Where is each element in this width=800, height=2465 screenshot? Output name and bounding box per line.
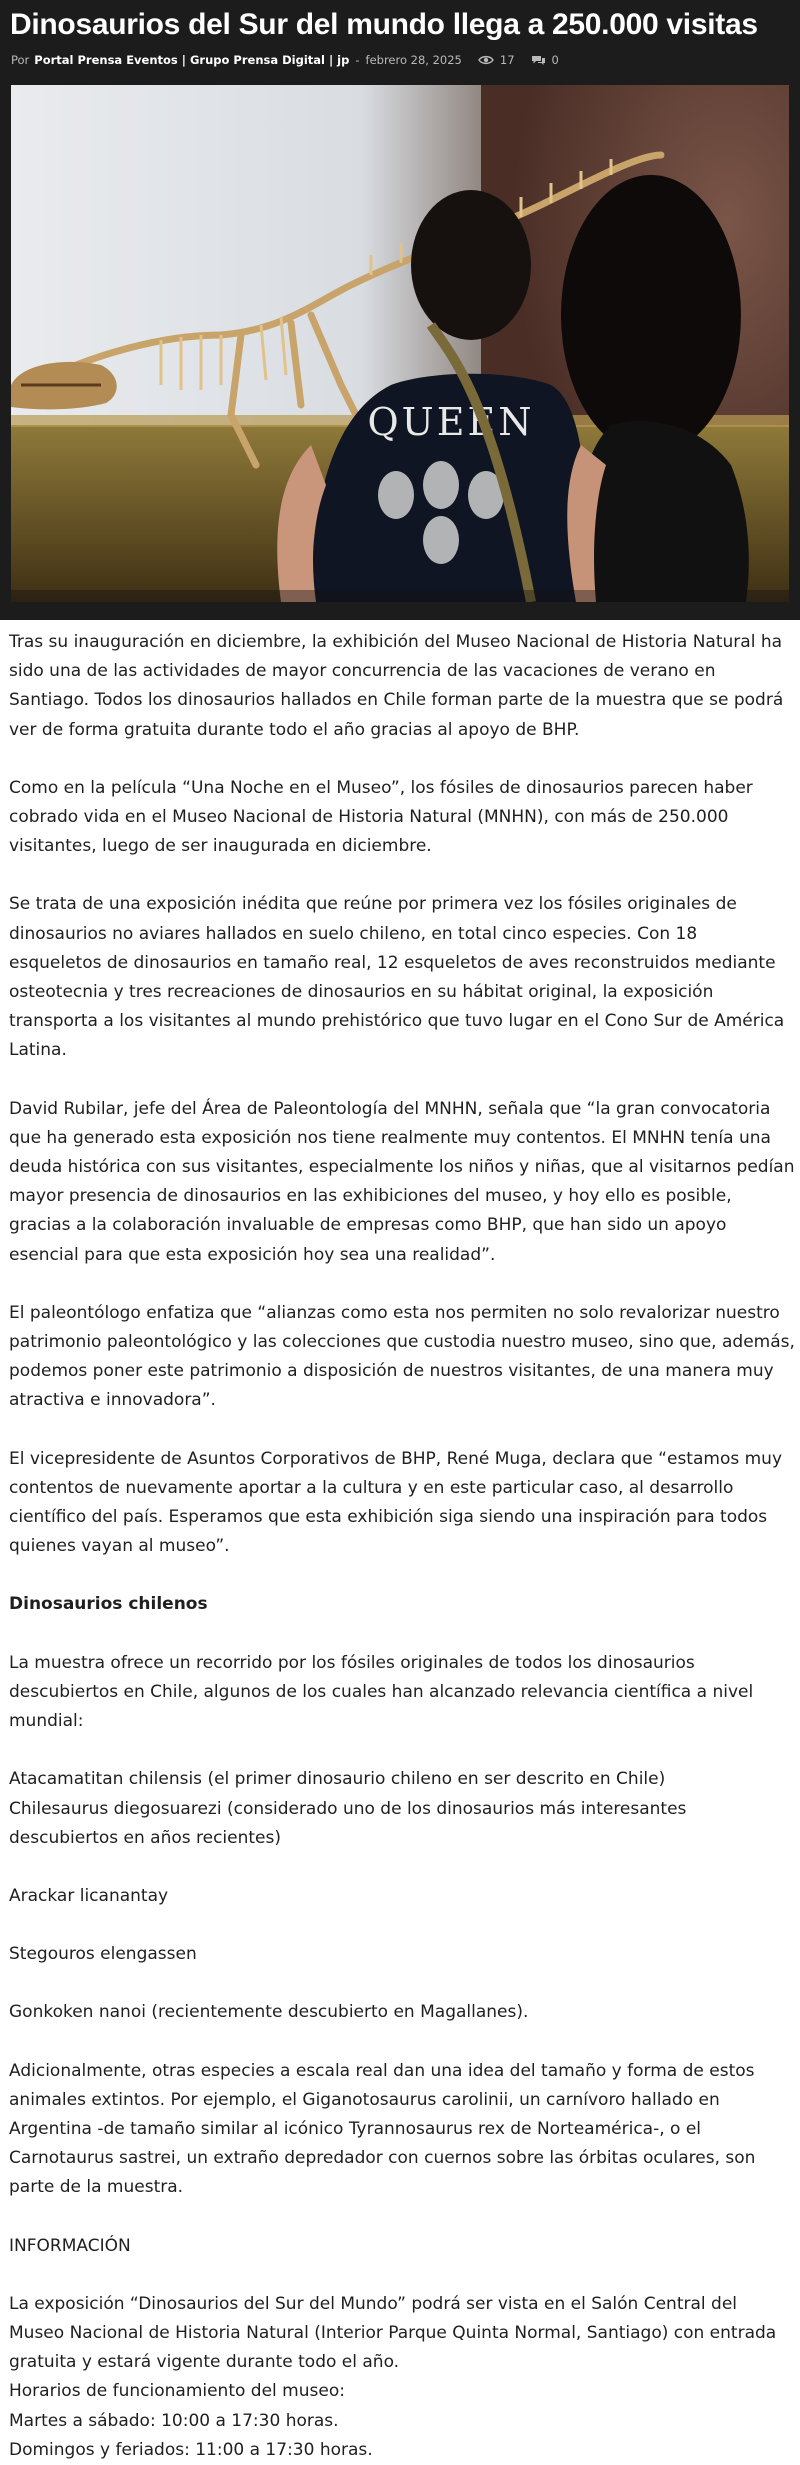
paragraph-other-species: Adicionalmente, otras especies a escala real dan una idea del tamaño y forma de estos animales extintos. Por ejemplo, el Giganotosaurus carolinii, un carnívoro hallado en Argentina -de tamaño similar al icónico Tyrannosaurus rex de Norteamérica-, o el Carnotaurus sastrei, un extraño depredador con cuernos sobre las órbitas oculares, son parte de la muestra. (9, 2060, 756, 2198)
comments-value: 0 (551, 53, 559, 67)
comments-count[interactable] (531, 53, 559, 67)
comment-icon (531, 55, 546, 66)
species-item: Stegouros elengassen (9, 1944, 197, 1965)
hours-label: Horarios de funcionamiento del museo: (9, 2381, 345, 2402)
species-list-top (9, 1765, 795, 1853)
views-value: 17 (499, 53, 515, 67)
by-label: Por (11, 53, 30, 67)
paragraph-intro: Tras su inauguración en diciembre, la exhibición del Museo Nacional de Historia Natural ha sido una de las actividades de mayor concurrencia de las vacaciones de verano en Santiago. Todos los dinosaurios hallados en Chile forman parte de la muestra que se podrá ver de forma gratuita durante todo el año gracias al apoyo de BHP. (9, 632, 784, 740)
species-item: Arackar licanantay (9, 1885, 169, 1906)
views-count (478, 53, 515, 67)
article-header (0, 0, 800, 620)
paragraph-rubilar-quote: David Rubilar, jefe del Área de Paleontología del MNHN, señala que “la gran convocatoria que ha generado esta exposición nos tiene realmente muy contentos. El MNHN tenía una deuda histórica con sus visitantes, especialmente los niños y niñas, que al visitarnos pedían mayor presencia de dinosaurios en las exhibiciones del museo, y hoy ello es posible, gracias a la colaboración invaluable de empresas como BHP, que han sido un apoyo esencial para que esta exposición hoy sea una realidad”. (9, 1098, 795, 1265)
paragraph-night-museum: Como en la película “Una Noche en el Museo”, los fósiles de dinosaurios parecen haber cobrado vida en el Museo Nacional de Historia Natural (MNHN), con más de 250.000 visitantes, luego de ser inaugurada en diciembre. (9, 777, 753, 857)
shirt-print-text: QUEEN (367, 400, 535, 444)
paragraph-venue: La exposición “Dinosaurios del Sur del Mundo” podrá ser vista en el Salón Central del Museo Nacional de Historia Natural (Interior Parque Quinta Normal, Santiago) con entrada gratuita y estará vigente durante todo el año. (9, 2293, 777, 2373)
species-item: Atacamatitan chilensis (el primer dinosaurio chileno en ser descrito en Chile) (9, 1769, 666, 1790)
author-link[interactable]: Portal Prensa Eventos | Grupo Prensa Digital | jp (34, 53, 350, 67)
post-meta (11, 52, 791, 68)
meta-separator: - (355, 53, 360, 67)
article-title: Dinosaurios del Sur del mundo llega a 250.000 visitas (10, 8, 758, 41)
subheading-chilean-dinosaurs: Dinosaurios chilenos (9, 1594, 208, 1615)
eye-icon (478, 55, 494, 65)
paragraph-paleontologist: El paleontólogo enfatiza que “alianzas como esta nos permiten no solo revalorizar nuestro patrimonio paleontológico y las colecciones que custodia nuestro museo, sino que, además, podemos poner este patrimonio a disposición de nuestros visitantes, de una manera muy atractiva e innovadora”. (9, 1302, 795, 1411)
paragraph-tour: La muestra ofrece un recorrido por los fósiles originales de todos los dinosaurios descubiertos en Chile, algunos de los cuales han alcanzado relevancia científica a nivel mundial: (9, 1652, 754, 1732)
species-item: Chilesaurus diegosuarezi (considerado uno de los dinosaurios más interesantes descubiertos en años recientes) (9, 1798, 687, 1848)
hero-image (11, 85, 789, 602)
hours-weekend: Domingos y feriados: 11:00 a 17:30 horas. (9, 2439, 373, 2460)
hours-weekdays: Martes a sábado: 10:00 a 17:30 horas. (9, 2410, 339, 2431)
post-date: febrero 28, 2025 (365, 53, 462, 67)
info-heading: INFORMACIÓN (9, 2235, 131, 2256)
paragraph-muga-quote: El vicepresidente de Asuntos Corporativos de BHP, René Muga, declara que “estamos muy contentos de nuevamente aportar a la cultura y en este particular caso, al desarrollo científico del país. Esperamos que esta exhibición siga siendo una inspiración para todos quienes vayan al museo”. (9, 1448, 783, 1557)
species-item: Gonkoken nanoi (recientemente descubierto en Magallanes). (9, 2002, 529, 2023)
paragraph-exhibition: Se trata de una exposición inédita que reúne por primera vez los fósiles originales de dinosaurios no aviares hallados en suelo chileno, en total cinco especies. Con 18 esqueletos de dinosaurios en tamaño real, 12 esqueletos de aves reconstruidos mediante osteotecnia y tres recreaciones de dinosaurios en su hábitat original, la exposición transporta a los visitantes al mundo prehistórico que tuvo lugar en el Cono Sur de América Latina. (9, 894, 785, 1061)
article-body (9, 628, 795, 2465)
